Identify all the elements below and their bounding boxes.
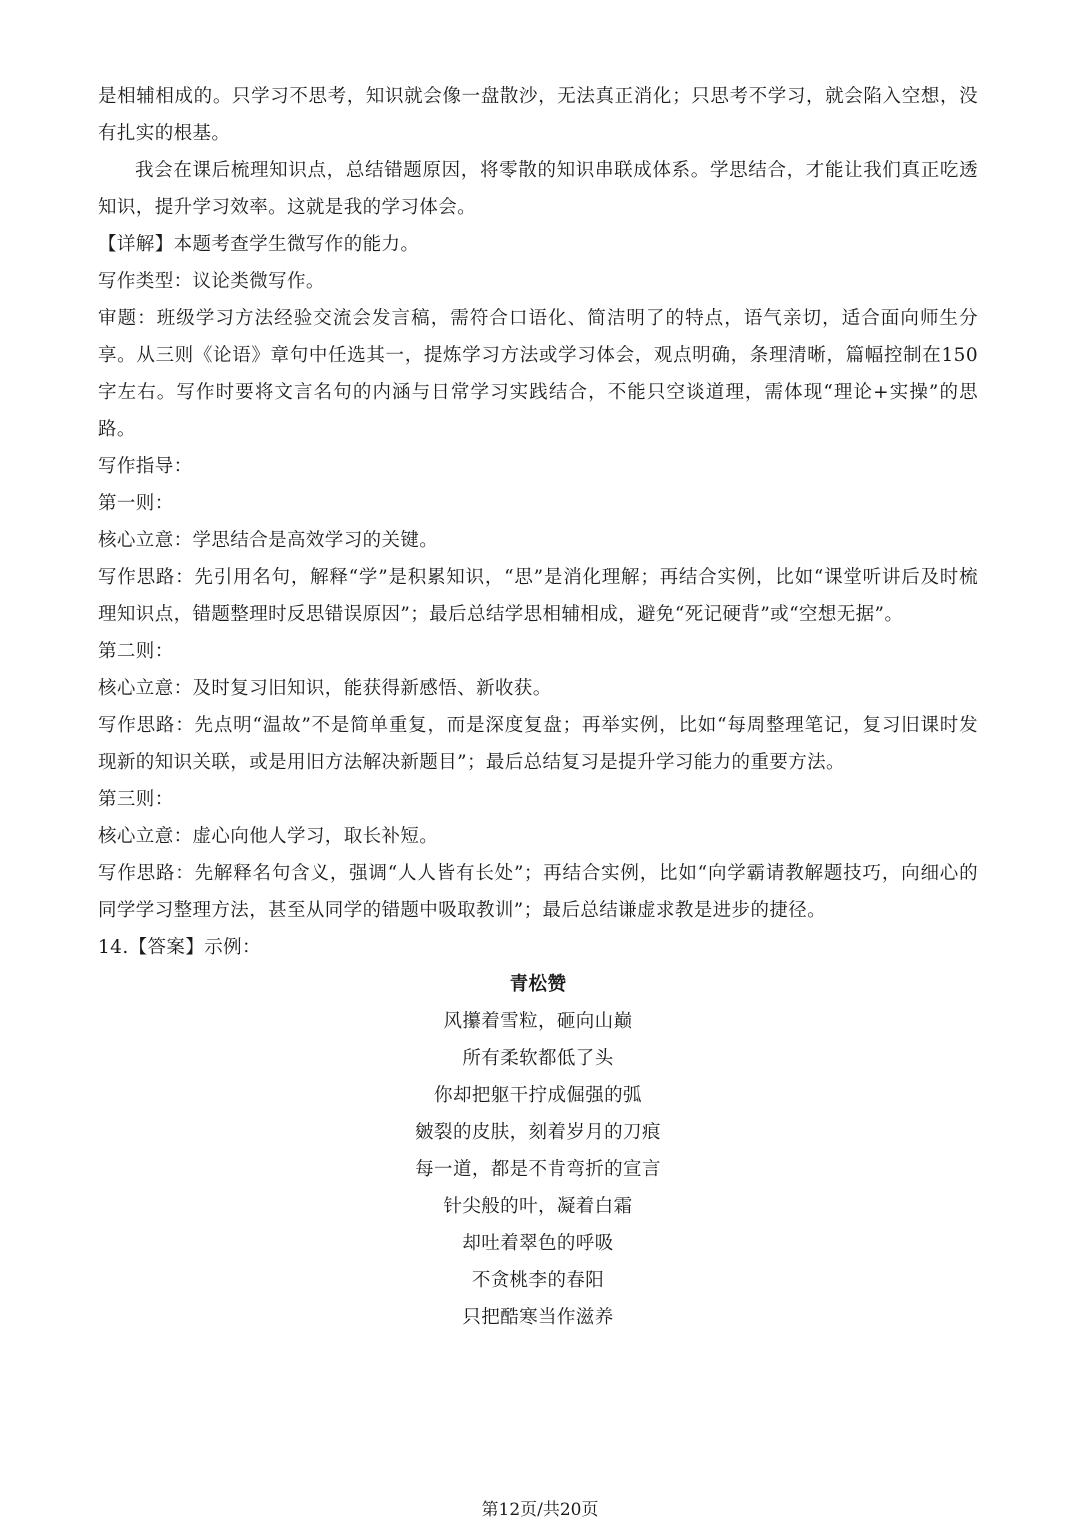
poem-title: 青松赞 [509,974,567,995]
poem-line: 皴裂的皮肤，刻着岁月的刀痕 [415,1122,661,1143]
page-number: 第12页/共20页 [481,1500,599,1520]
paragraph: 是相辅相成的。只学习不思考，知识就会像一盘散沙，无法真正消化；只思考不学习，就会陷入空想，没有扎实的根基。 [98,86,978,144]
detail-heading: 【详解】本题考查学生微写作的能力。 [98,234,420,255]
section-label: 第二则： [98,641,174,662]
paragraph: 写作类型：议论类微写作。 [98,271,325,292]
poem-line: 所有柔软都低了头 [462,1048,614,1069]
poem-line: 不贪桃李的春阳 [471,1270,605,1291]
section-label: 第三则： [98,789,174,810]
section-label: 第一则： [98,493,174,514]
poem-line: 却吐着翠色的呼吸 [462,1233,614,1254]
answer-heading: 14.【答案】示例： [98,937,261,958]
paragraph: 核心立意：学思结合是高效学习的关键。 [98,530,439,551]
poem-line: 针尖般的叶，凝着白霜 [443,1196,633,1217]
paragraph: 写作思路：先引用名句，解释“学”是积累知识，“思”是消化理解；再结合实例，比如“课堂听讲后及时梳理知识点，错题整理时反思错误原因”；最后总结学思相辅相成，避免“死记硬背”或“空想无据”。 [98,567,978,625]
poem-line: 风攥着雪粒，砸向山巅 [443,1011,633,1032]
poem-line: 只把酷寒当作滋养 [462,1307,614,1328]
page-content [98,78,978,1336]
poem [98,966,978,1336]
poem-line: 每一道，都是不肯弯折的宣言 [415,1159,661,1180]
paragraph: 写作思路：先点明“温故”不是简单重复，而是深度复盘；再举实例，比如“每周整理笔记，复习旧课时发现新的知识关联，或是用旧方法解决新题目”；最后总结复习是提升学习能力的重要方法。 [98,715,978,773]
paragraph: 我会在课后梳理知识点，总结错题原因，将零散的知识串联成体系。学思结合，才能让我们真正吃透知识，提升学习效率。这就是我的学习体会。 [98,160,978,218]
paragraph: 审题：班级学习方法经验交流会发言稿，需符合口语化、简洁明了的特点，语气亲切，适合面向师生分享。从三则《论语》章句中任选其一，提炼学习方法或学习体会，观点明确，条理清晰，篇幅控制在150字左右。写作时要将文言名句的内涵与日常学习实践结合，不能只空谈道理，需体现“理论+实操”的思路。 [98,308,978,440]
paragraph: 核心立意：虚心向他人学习，取长补短。 [98,826,439,847]
section-label: 写作指导： [98,456,193,477]
poem-line: 你却把躯干拧成倔强的弧 [434,1085,642,1106]
paragraph: 核心立意：及时复习旧知识，能获得新感悟、新收获。 [98,678,552,699]
paragraph: 写作思路：先解释名句含义，强调“人人皆有长处”；再结合实例，比如“向学霸请教解题技巧，向细心的同学学习整理方法，甚至从同学的错题中吸取教训”；最后总结谦虚求教是进步的捷径。 [98,863,978,921]
